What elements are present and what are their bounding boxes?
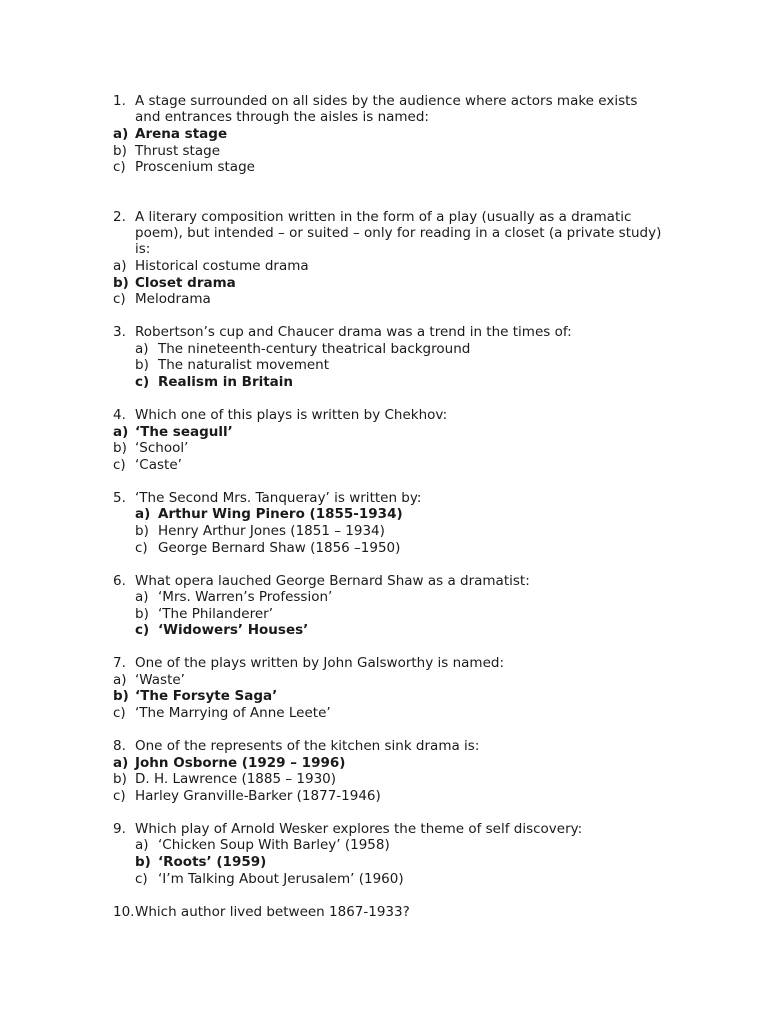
question-stem-line: poem), but intended – or suited – only for reading in a closet (a private study) [135, 225, 662, 241]
option-letter: c) [113, 457, 126, 473]
question-stem-line: ‘The Second Mrs. Tanqueray’ is written by: [135, 490, 422, 506]
question-stem-line: Robertson’s cup and Chaucer drama was a trend in the times of: [135, 324, 572, 340]
question-number: 9. [113, 821, 126, 837]
option-correct: Arthur Wing Pinero (1855-1934) [158, 506, 403, 522]
question-number: 8. [113, 738, 126, 754]
question-stem-line: Which play of Arnold Wesker explores the theme of self discovery: [135, 821, 583, 837]
option-letter: b) [113, 688, 129, 704]
option-letter: c) [113, 705, 126, 721]
question-number: 7. [113, 655, 126, 671]
option-text: Henry Arthur Jones (1851 – 1934) [158, 523, 385, 539]
question-number: 10. [113, 904, 135, 920]
option-letter: a) [135, 837, 149, 853]
option-letter: a) [135, 589, 149, 605]
option-text: ‘Chicken Soup With Barley’ (1958) [158, 837, 390, 853]
question-stem-line: A literary composition written in the form of a play (usually as a dramatic [135, 209, 632, 225]
option-letter: b) [113, 143, 127, 159]
option-letter: a) [113, 755, 129, 771]
option-text: D. H. Lawrence (1885 – 1930) [135, 771, 337, 787]
option-text: ‘The Marrying of Anne Leete’ [135, 705, 331, 721]
question-stem-line: Which author lived between 1867-1933? [135, 904, 410, 920]
option-text: The naturalist movement [158, 357, 330, 373]
option-letter: a) [113, 672, 127, 688]
option-text: George Bernard Shaw (1856 –1950) [158, 540, 401, 556]
option-letter: b) [113, 440, 127, 456]
option-letter: a) [113, 424, 129, 440]
option-letter: b) [135, 357, 149, 373]
option-letter: b) [135, 523, 149, 539]
option-text: ‘I’m Talking About Jerusalem’ (1960) [158, 871, 404, 887]
question-stem-line: What opera lauched George Bernard Shaw as a dramatist: [135, 573, 530, 589]
option-letter: c) [135, 871, 148, 887]
question-stem-line: Which one of this plays is written by Chekhov: [135, 407, 448, 423]
option-text: ‘School’ [135, 440, 189, 456]
question-number: 3. [113, 324, 126, 340]
option-correct: Closet drama [135, 275, 236, 291]
option-letter: b) [113, 275, 129, 291]
option-correct: ‘Widowers’ Houses’ [158, 622, 309, 638]
question-stem-line: A stage surrounded on all sides by the audience where actors make exists [135, 93, 638, 109]
option-correct: ‘The Forsyte Saga’ [135, 688, 278, 704]
option-letter: c) [135, 540, 148, 556]
option-text: ‘Caste’ [135, 457, 182, 473]
option-letter: b) [135, 854, 151, 870]
option-letter: c) [135, 622, 150, 638]
option-letter: c) [113, 159, 126, 175]
question-number: 5. [113, 490, 126, 506]
question-stem-line: One of the plays written by John Galsworthy is named: [135, 655, 504, 671]
option-text: Historical costume drama [135, 258, 309, 274]
option-letter: b) [135, 606, 149, 622]
option-text: Thrust stage [135, 143, 221, 159]
option-text: ‘Mrs. Warren’s Profession’ [158, 589, 333, 605]
option-correct: ‘The seagull’ [135, 424, 233, 440]
option-correct: John Osborne (1929 – 1996) [135, 755, 346, 771]
option-text: ‘The Philanderer’ [158, 606, 273, 622]
question-number: 1. [113, 93, 126, 109]
option-letter: a) [113, 258, 127, 274]
option-letter: c) [113, 291, 126, 307]
question-number: 6. [113, 573, 126, 589]
option-letter: c) [113, 788, 126, 804]
option-text: ‘Waste’ [135, 672, 185, 688]
option-letter: a) [135, 341, 149, 357]
option-correct: Arena stage [135, 126, 228, 142]
option-letter: a) [113, 126, 129, 142]
question-stem-line: is: [135, 241, 151, 257]
option-letter: c) [135, 374, 150, 390]
option-correct: Realism in Britain [158, 374, 294, 390]
option-letter: a) [135, 506, 151, 522]
question-stem-line: and entrances through the aisles is named: [135, 109, 429, 125]
option-correct: ‘Roots’ (1959) [158, 854, 267, 870]
option-text: Proscenium stage [135, 159, 255, 175]
question-number: 2. [113, 209, 126, 225]
option-text: The nineteenth-century theatrical background [158, 341, 471, 357]
option-text: Harley Granville-Barker (1877-1946) [135, 788, 381, 804]
question-stem-line: One of the represents of the kitchen sink drama is: [135, 738, 480, 754]
option-letter: b) [113, 771, 127, 787]
question-number: 4. [113, 407, 126, 423]
option-text: Melodrama [135, 291, 211, 307]
